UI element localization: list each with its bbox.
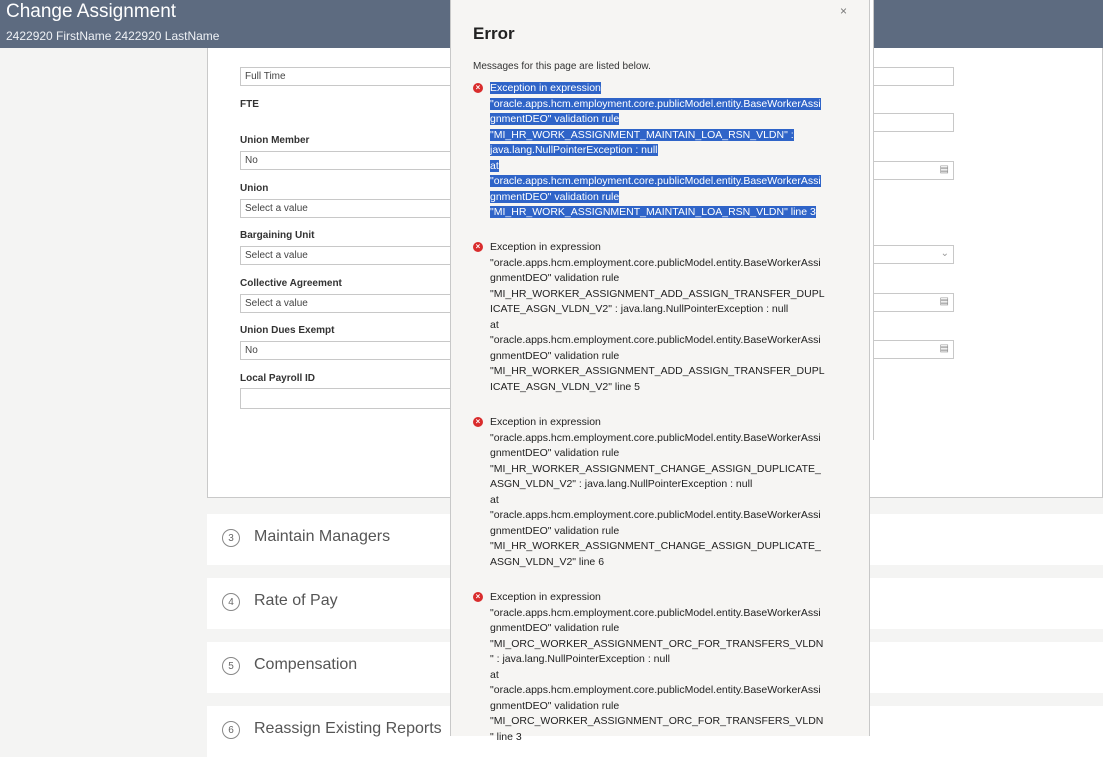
calendar-icon[interactable]: ▤	[939, 343, 949, 354]
step-number: 6	[222, 721, 240, 739]
step-label: Compensation	[254, 656, 358, 673]
union-dues-exempt-label: Union Dues Exempt	[240, 325, 335, 336]
step-label: Rate of Pay	[254, 592, 338, 609]
error-icon: ×	[473, 592, 483, 602]
union-select[interactable]: Select a value	[240, 199, 600, 218]
bargaining-unit-label: Bargaining Unit	[240, 230, 315, 241]
dialog-title: Error	[473, 24, 515, 43]
error-icon: ×	[473, 242, 483, 252]
union-member-label: Union Member	[240, 135, 310, 146]
step-number: 4	[222, 593, 240, 611]
dialog-intro: Messages for this page are listed below.	[473, 61, 651, 72]
bargaining-unit-select[interactable]: Select a value	[240, 246, 600, 265]
chevron-down-icon[interactable]: ⌄	[940, 248, 949, 259]
union-member-select[interactable]: No	[240, 151, 600, 170]
collective-agreement-label: Collective Agreement	[240, 278, 342, 289]
error-icon: ×	[473, 83, 483, 93]
close-icon[interactable]: ×	[839, 4, 847, 18]
fte-label: FTE	[240, 99, 259, 110]
error-message-text: Exception in expression "oracle.apps.hcm.employment.core.publicModel.entity.BaseWorkerAssi gnmentDEO" validation rule "MI_HR_WORK_ASSIGNMENT_MAINTAIN_LOA_RSN_VLDN" : java.lang.NullPointerException : null at "oracle.apps.hcm.employment.core.publicModel.entity.BaseWorkerAssi gnmentDEO" validation rule "MI_HR_WORK_ASSIGNMENT_MAINTAIN_LOA_RSN_VLDN" line 3	[490, 82, 821, 218]
error-dialog	[450, 0, 870, 743]
calendar-icon[interactable]: ▤	[939, 296, 949, 307]
union-dues-exempt-select[interactable]: No	[240, 341, 600, 360]
error-icon: ×	[473, 417, 483, 427]
step-number: 3	[222, 529, 240, 547]
step-number: 5	[222, 657, 240, 675]
collective-agreement-select[interactable]: Select a value	[240, 294, 600, 313]
error-message-text: Exception in expression "oracle.apps.hcm.employment.core.publicModel.entity.BaseWorkerAssi gnmentDEO" validation rule "MI_ORC_WORKER_ASSIGNMENT_ORC_FOR_TRANSFERS_VLDN " : java.lang.NullPointerException : null at "oracle.apps.hcm.employment.core.publicModel.entity.BaseWorkerAssi gnmentDEO" validation rule "MI_ORC_WORKER_ASSIGNMENT_ORC_FOR_TRANSFERS_VLDN " line 3	[490, 591, 824, 743]
union-label: Union	[240, 183, 269, 194]
local-payroll-id-label: Local Payroll ID	[240, 373, 316, 384]
error-message-text: Exception in expression "oracle.apps.hcm.employment.core.publicModel.entity.BaseWorkerAssi gnmentDEO" validation rule "MI_HR_WORKER_ASSIGNMENT_ADD_ASSIGN_TRANSFER_DUPL ICATE_ASGN_VLDN_V2" : java.lang.NullPointerException : null at "oracle.apps.hcm.employment.core.publicModel.entity.BaseWorkerAssi gnmentDEO" validation rule "MI_HR_WORKER_ASSIGNMENT_ADD_ASSIGN_TRANSFER_DUPL ICATE_ASGN_VLDN_V2" line 5	[490, 241, 825, 393]
step-label: Reassign Existing Reports	[254, 720, 442, 737]
assignment-category-select[interactable]: Full Time	[240, 67, 600, 86]
page-title: Change Assignment	[6, 1, 177, 22]
error-message-text: Exception in expression "oracle.apps.hcm.employment.core.publicModel.entity.BaseWorkerAssi gnmentDEO" validation rule "MI_HR_WORKER_ASSIGNMENT_CHANGE_ASSIGN_DUPLICATE_ ASGN_VLDN_V2" : java.lang.NullPointerException : null at "oracle.apps.hcm.employment.core.publicModel.entity.BaseWorkerAssi gnmentDEO" validation rule "MI_HR_WORKER_ASSIGNMENT_CHANGE_ASSIGN_DUPLICATE_ ASGN_VLDN_V2" line 6	[490, 416, 821, 568]
calendar-icon[interactable]: ▤	[939, 164, 949, 175]
person-name: 2422920 FirstName 2422920 LastName	[6, 29, 220, 43]
step-label: Maintain Managers	[254, 528, 391, 545]
